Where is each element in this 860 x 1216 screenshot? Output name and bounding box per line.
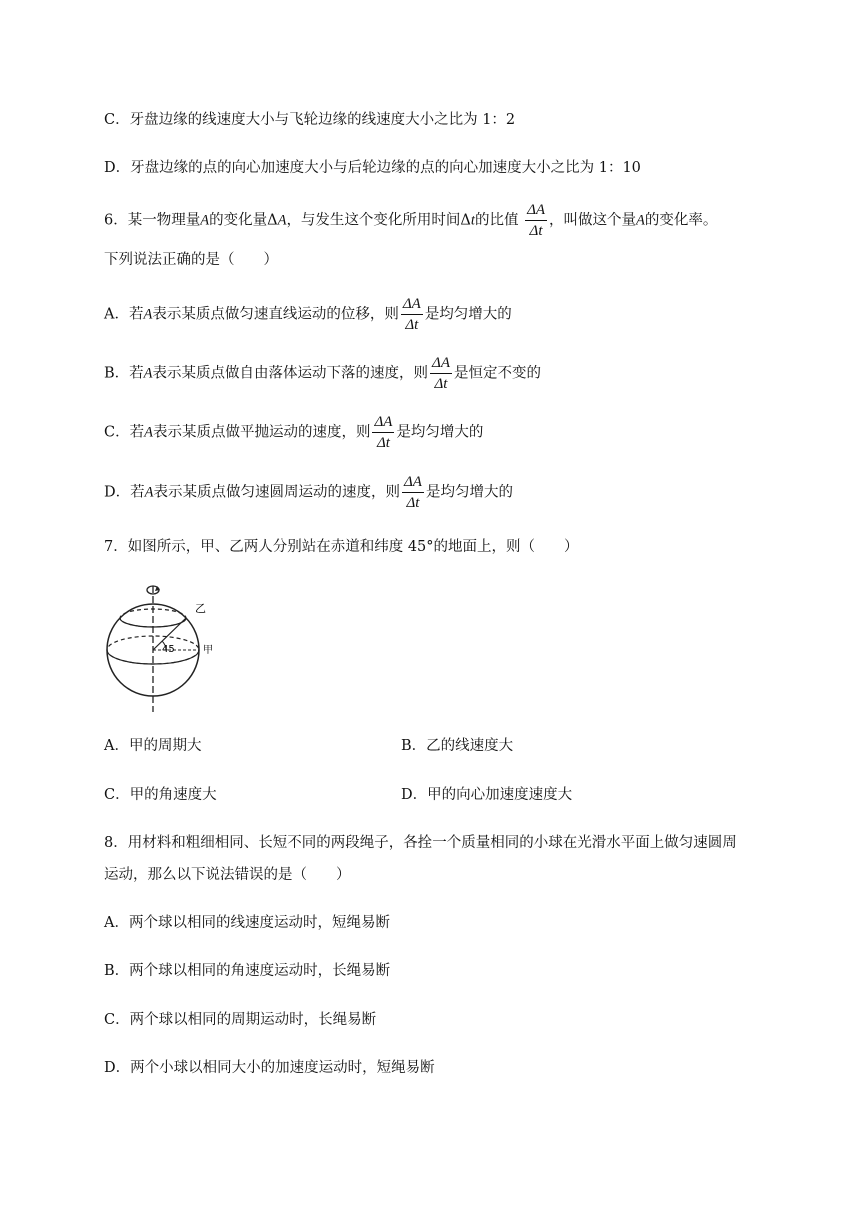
q7-option-d: D．甲的向心加速度速度大 bbox=[401, 787, 573, 803]
fraction-delta-a-over-delta-t: $\frac{\Delta A}{\Delta t}$ bbox=[527, 202, 546, 239]
q7-stem: 7．如图所示，甲、乙两人分别站在赤道和纬度 45°的地面上，则（ ） bbox=[104, 539, 579, 555]
q8-option-c: C．两个球以相同的周期运动时，长绳易断 bbox=[104, 1012, 377, 1028]
q8-stem-line1: 8．用材料和粗细相同、长短不同的两段绳子，各拴一个质量相同的小球在光滑水平面上做匀速圆周 bbox=[104, 835, 737, 851]
q6-option-b: B．若A表示某质点做自由落体运动下落的速度，则 $\frac{\Delta A}{\Delta t}$ 是恒定不变的 bbox=[104, 355, 541, 392]
fraction: $\frac{\Delta A}{\Delta t}$ bbox=[374, 414, 393, 451]
q6-option-a: A．若A表示某质点做匀速直线运动的位移，则 $\frac{\Delta A}{\Delta t}$ 是均匀增大的 bbox=[104, 296, 512, 333]
q7-option-b: B．乙的线速度大 bbox=[401, 738, 514, 754]
label-angle: 45 bbox=[162, 644, 175, 655]
q6-option-c: C．若A表示某质点做平抛运动的速度，则 $\frac{\Delta A}{\Delta t}$ 是均匀增大的 bbox=[104, 414, 484, 451]
q8-stem-line2: 运动，那么以下说法错误的是（ ） bbox=[104, 867, 351, 883]
q6-option-d: D．若A表示某质点做匀速圆周运动的速度，则 $\frac{\Delta A}{\Delta t}$ 是均匀增大的 bbox=[104, 474, 513, 511]
q7-option-a: A．甲的周期大 bbox=[104, 738, 202, 754]
fraction: $\frac{\Delta A}{\Delta t}$ bbox=[432, 355, 450, 392]
q8-option-a: A．两个球以相同的线速度运动时，短绳易断 bbox=[104, 915, 390, 931]
label-yi: 乙 bbox=[195, 602, 206, 615]
q5-option-c: C．牙盘边缘的线速度大小与飞轮边缘的线速度大小之比为 1：2 bbox=[104, 112, 516, 128]
q8-option-b: B．两个球以相同的角速度运动时，长绳易断 bbox=[104, 963, 391, 979]
q6-stem-line2: 下列说法正确的是（ ） bbox=[104, 252, 278, 268]
q5-option-d: D．牙盘边缘的点的向心加速度大小与后轮边缘的点的向心加速度大小之比为 1：10 bbox=[104, 160, 641, 176]
q6-stem: 6．某一物理量A的变化量ΔA，与发生这个变化所用时间Δt的比值 $\frac{\Delta A}{\Delta t}$ ，叫做这个量A的变化率。 bbox=[104, 202, 718, 239]
globe-diagram bbox=[100, 582, 230, 714]
q8-option-d: D．两个小球以相同大小的加速度运动时，短绳易断 bbox=[104, 1060, 435, 1076]
q7-option-c: C．甲的角速度大 bbox=[104, 787, 217, 803]
fraction: $\frac{\Delta A}{\Delta t}$ bbox=[402, 296, 421, 333]
label-jia: 甲 bbox=[203, 645, 213, 656]
fraction: $\frac{\Delta A}{\Delta t}$ bbox=[404, 474, 422, 511]
